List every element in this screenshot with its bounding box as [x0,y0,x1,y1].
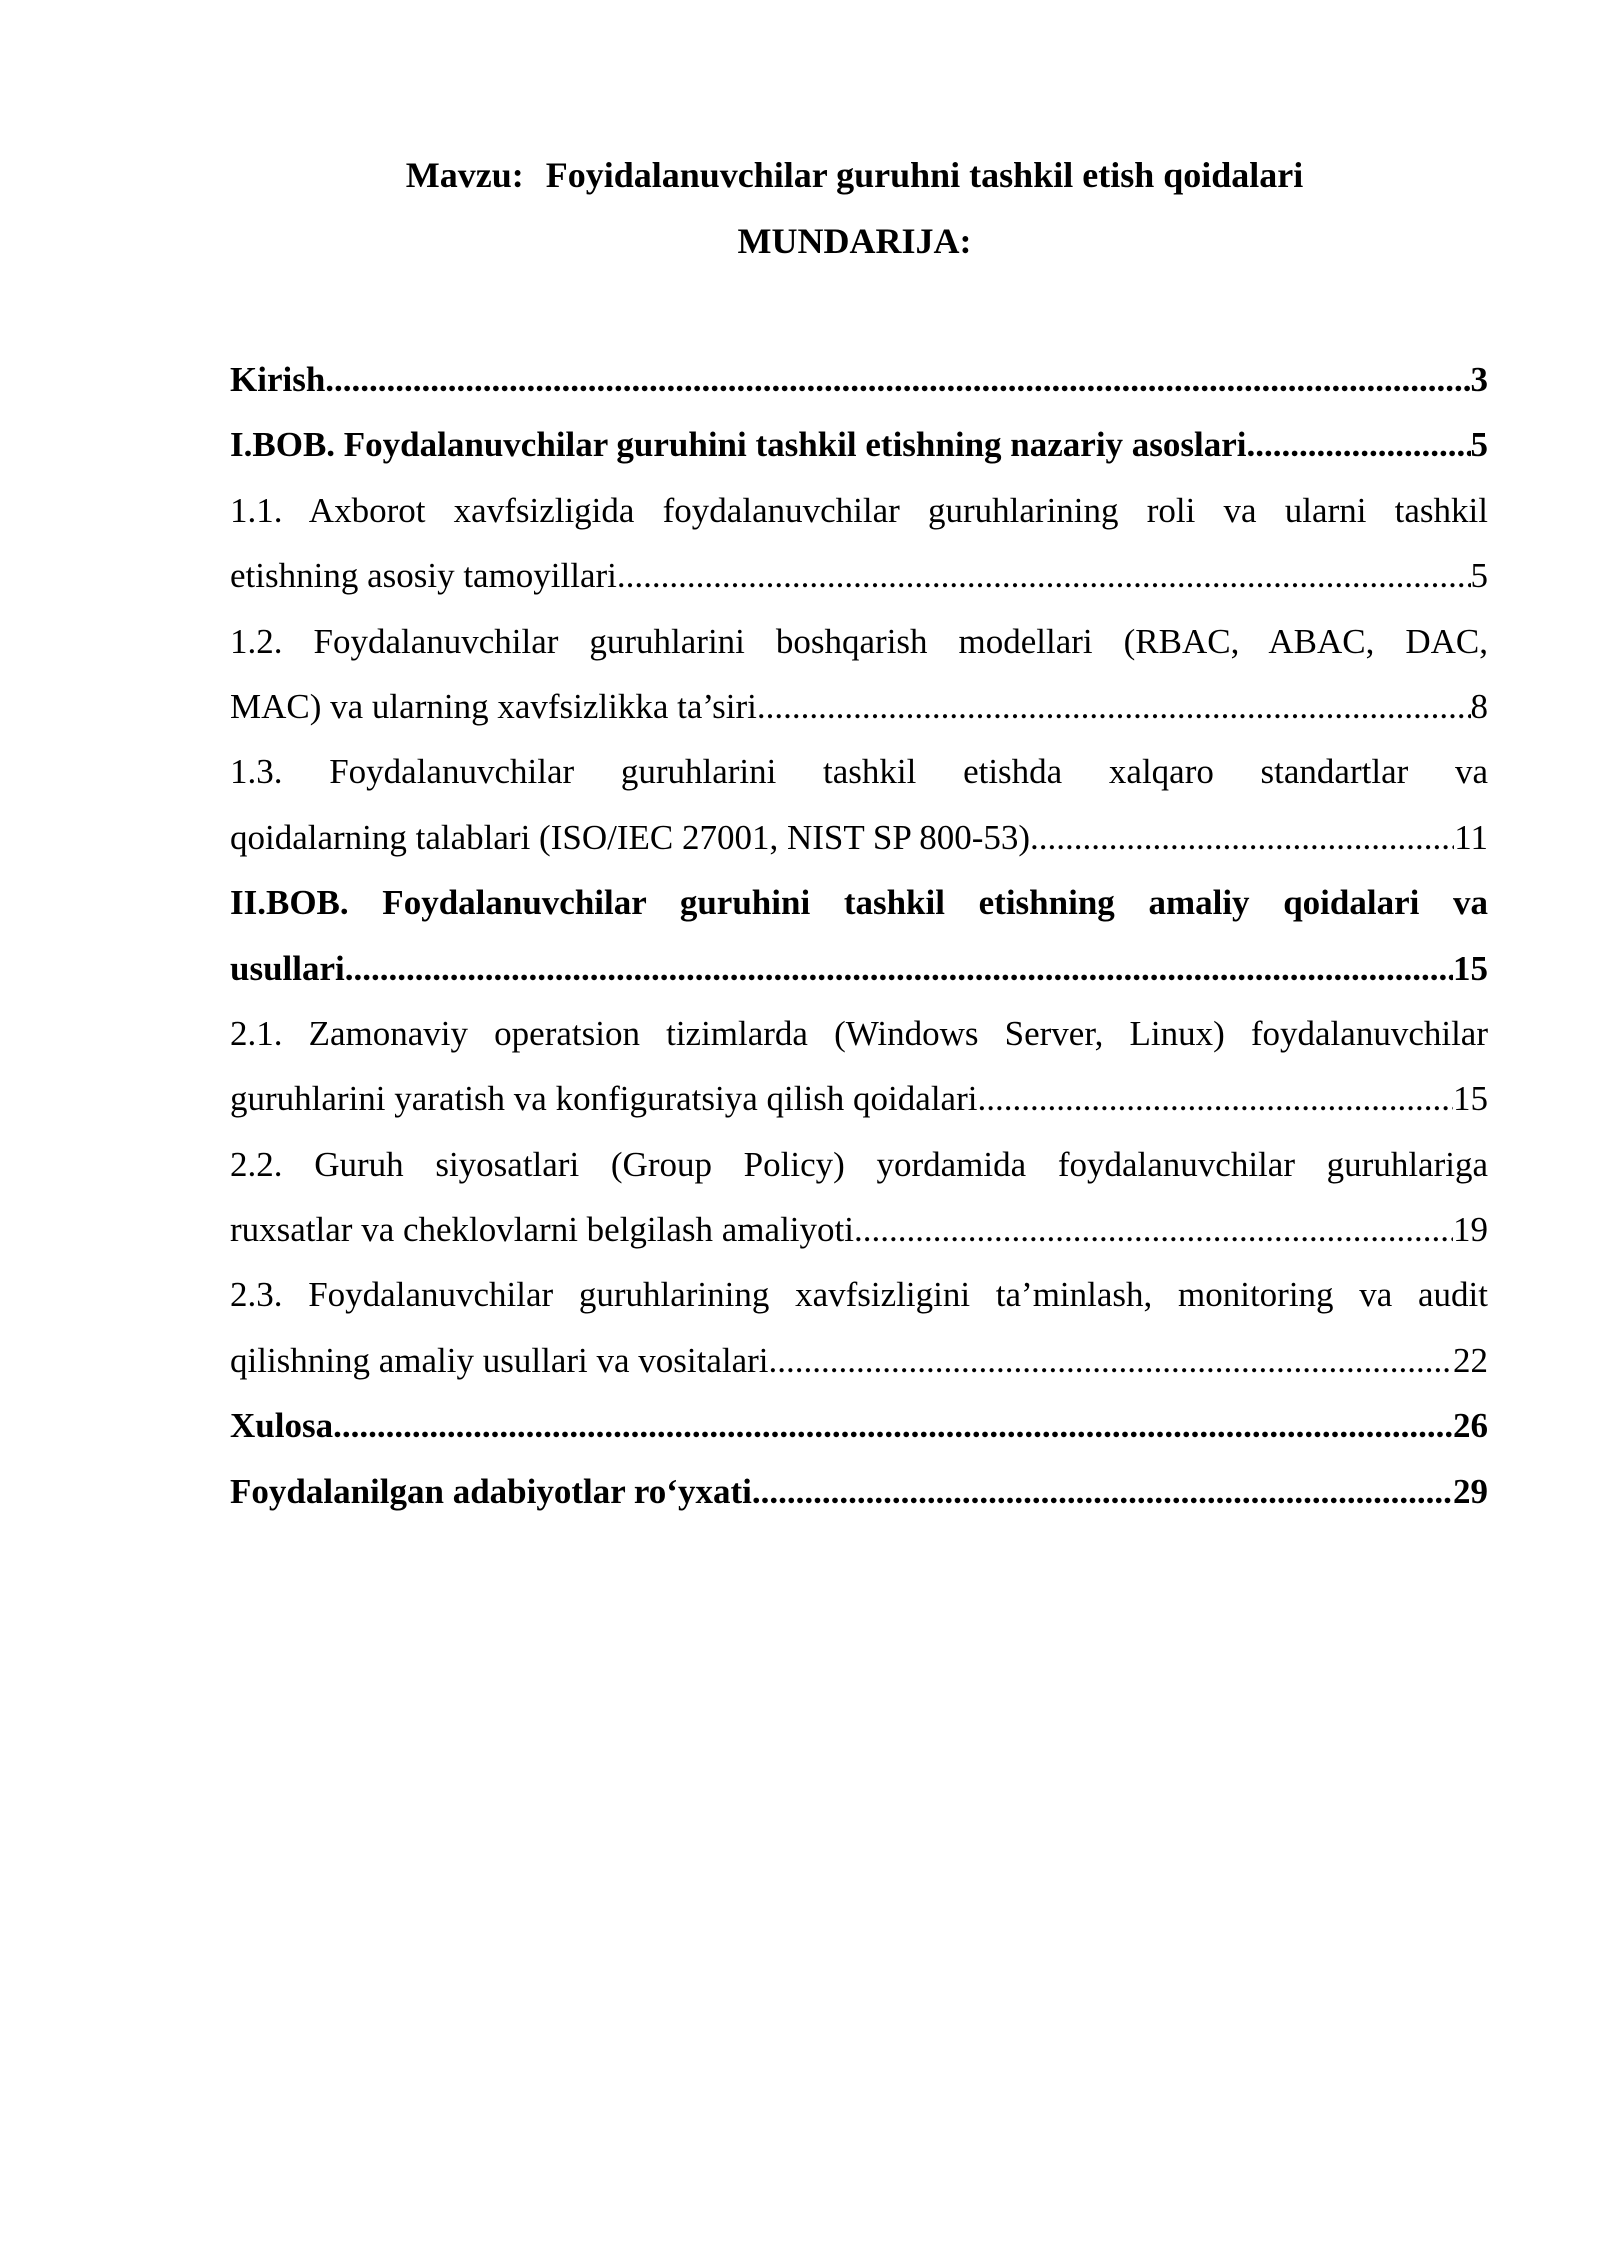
toc-entry [230,1459,1488,1524]
dot-leader [977,1066,1453,1131]
dot-leader [617,543,1471,608]
toc-entry-line [230,1459,1488,1524]
toc-entry-line [230,1066,1488,1131]
toc-entry [230,1393,1488,1458]
dot-leader [769,1328,1453,1393]
toc-page-number: 5 [1470,556,1488,596]
toc-entry-text: 2.1. Zamonaviy operatsion tizimlarda (Windows Server, Linux) foydalanuvchilar [230,1013,1488,1053]
toc-entry-line [230,1328,1488,1393]
toc-entry-text: ruxsatlar va cheklovlarni belgilash amaliyoti [230,1210,854,1250]
toc-entry-text: qoidalarning talablari (ISO/IEC 27001, NIST SP 800-53). [230,817,1039,857]
dot-leader [854,1197,1453,1262]
toc-page-number: 19 [1453,1210,1488,1250]
toc-entry-line [230,936,1488,1001]
toc-heading: MUNDARIJA: [737,221,972,261]
toc-page-number: 8 [1470,686,1488,726]
topic-label: Mavzu: [405,155,524,195]
toc-page-number: 29 [1453,1471,1488,1511]
toc-entry-line [230,674,1488,739]
dot-leader [345,936,1453,1001]
toc-page-number: 26 [1453,1406,1488,1446]
toc-entry-text: guruhlarini yaratish va konfiguratsiya qilish qoidalari [230,1079,978,1119]
dot-leader [757,674,1471,739]
toc-page-number: 15 [1453,948,1488,988]
dot-leader [325,347,1470,412]
toc-entry-text: Foydalanilgan adabiyotlar ro‘yxati [230,1471,752,1511]
toc-entry [230,739,1488,870]
dot-leader [752,1459,1453,1524]
toc-entry-text: Kirish [230,360,326,399]
document-topic [0,152,1600,198]
toc-entry [230,412,1488,477]
toc-entry [230,609,1488,740]
toc-page-number: 5 [1470,425,1488,465]
toc-entry-text: I.BOB. Foydalanuvchilar guruhini tashkil etishning nazariy asoslari [230,425,1247,465]
toc-entry-text: MAC) va ularning xavfsizlikka ta’siri [230,686,757,726]
toc-page-number: 3 [1470,360,1488,399]
toc-entry-text: usullari [230,948,345,988]
toc-page-number: 22 [1453,1340,1488,1380]
toc-entry-line [230,347,1488,412]
toc-entry-text: 2.2. Guruh siyosatlari (Group Policy) yordamida foydalanuvchilar guruhlariga [230,1144,1488,1184]
toc-entry-line [230,805,1488,870]
toc-entry [230,347,1488,412]
table-of-contents [230,347,1488,1524]
toc-entry-text: qilishning amaliy usullari va vositalari [230,1340,769,1380]
toc-entry [230,1262,1488,1393]
toc-page-number: 15 [1453,1079,1488,1119]
dot-leader [1247,412,1471,477]
toc-entry-text: 2.3. Foydalanuvchilar guruhlarining xavfsizligini ta’minlash, monitoring va audit [230,1275,1488,1315]
toc-entry [230,478,1488,609]
toc-page-number: 11 [1454,817,1488,857]
toc-entry-text: 1.1. Axborot xavfsizligida foydalanuvchilar guruhlarining roli va ularni tashkil [230,490,1488,530]
toc-entry-text: II.BOB. Foydalanuvchilar guruhini tashkil etishning amaliy qoidalari va [230,883,1488,923]
topic-title: Foyidalanuvchilar guruhni tashkil etish qoidalari [545,155,1304,195]
dot-leader [1039,805,1455,870]
toc-entry-line [230,1197,1488,1262]
toc-entry-text: Xulosa [230,1406,334,1446]
dot-leader [333,1393,1453,1458]
toc-entry [230,1001,1488,1132]
toc-entry-text: 1.3. Foydalanuvchilar guruhlarini tashkil etishda xalqaro standartlar va [230,752,1488,792]
toc-entry-line [230,543,1488,608]
toc-entry-text: 1.2. Foydalanuvchilar guruhlarini boshqarish modellari (RBAC, ABAC, DAC, [230,621,1488,661]
toc-entry-line [230,1393,1488,1458]
toc-entry-line [230,412,1488,477]
toc-entry-text: etishning asosiy tamoyillari [230,556,617,596]
toc-entry [230,1132,1488,1263]
toc-entry [230,870,1488,1001]
